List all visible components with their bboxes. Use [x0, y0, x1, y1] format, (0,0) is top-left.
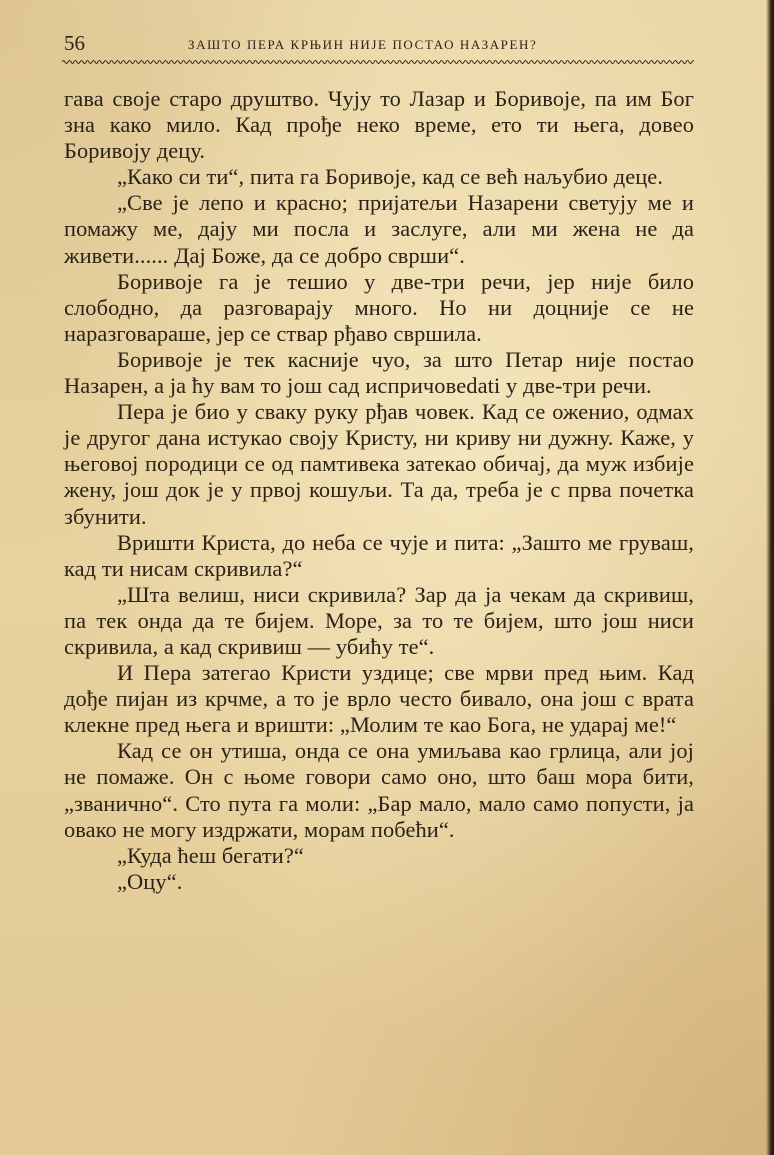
running-title: ЗАШТО ПЕРА КРЊИН НИЈЕ ПОСТАО НАЗАРЕН?	[188, 37, 538, 52]
paragraph: Кад се он утиша, онда се она умиљава као грлица, али јој не помаже. Он с њоме говори само оно, што баш мора бити, „званично“. Сто пута га моли: „Бар мало, мало само попусти, ја овако не могу издржати, морам побећи“.	[64, 738, 694, 842]
paragraph: Боривоје је тек касније чуо, за што Петар није постао Назарен, а ја ћу вам то још сад испричовedati у две-три речи.	[64, 346, 694, 399]
paragraph: гава своје старо друштво. Чују то Лазар и Боривоје, па им Бог зна како мило. Кад прође неко време, ето ти њега, довео Боривоју децу.	[64, 86, 694, 164]
paragraph: „Куда ћеш бегати?“	[117, 842, 304, 868]
paragraph: „Оцу“.	[117, 868, 183, 894]
page-edge-shadow	[766, 0, 774, 1155]
page-number: 56	[64, 31, 85, 55]
paragraph: „Све је лепо и красно; пријатељи Назарени светују ме и помажу ме, дају ми посла и заслуге, али ми жена не да живети...... Дај Боже, да се добро сврши“.	[64, 190, 694, 268]
paragraph: Боривоје га је тешио у две-три речи, јер није било слободно, да разговарају много. Но ни доцније се не наразговараше, јер се ствар рђаво свршила.	[64, 268, 694, 346]
paragraph: „Како си ти“, пита га Боривоје, кад се већ наљубио деце.	[117, 164, 664, 190]
body-text	[64, 86, 694, 895]
paragraph: Пера је био у сваку руку рђав човек. Кад се оженио, одмах је другог дана истукао своју Кристу, ни криву ни дужну. Каже, у његовој породици се од памтивека затекао обичај, да муж избије жену, још док је у првој кошуљи. Та да, треба је с прва почетка збунити.	[64, 399, 694, 529]
page-header	[64, 30, 694, 58]
paragraph: И Пера затегао Кристи уздице; све мрви пред њим. Кад дође пијан из крчме, а то је врло често бивало, она још с врата клекне пред њега и вришти: „Молим те као Бога, не ударај ме!“	[64, 660, 694, 738]
header-wavy-rule	[62, 58, 694, 66]
paragraph: „Шта велиш, ниси скривила? Зар да ја чекам да скривиш, па тек онда да те бијем. Море, за то те бијем, што још ниси скривила, а кад скривиш — убићу те“.	[64, 581, 694, 659]
paragraph: Вришти Криста, до неба се чује и пита: „Зашто ме груваш, кад ти нисам скривила?“	[64, 529, 694, 581]
